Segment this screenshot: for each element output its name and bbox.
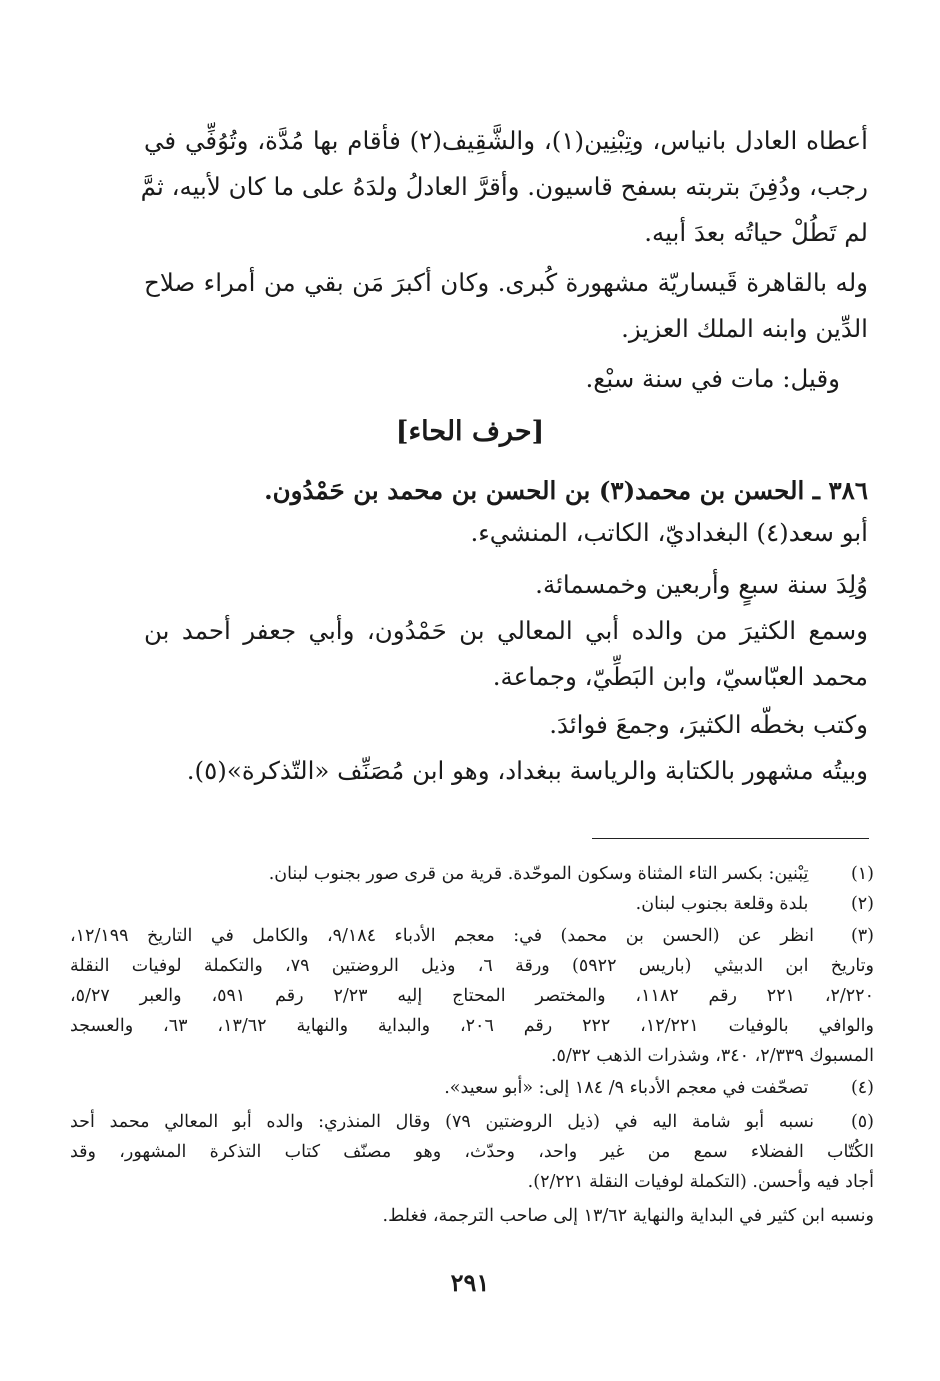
footnote-1 — [269, 860, 874, 888]
footnote-number: (٥) — [850, 1112, 874, 1132]
footnote-3 — [814, 922, 874, 950]
footnote-text: بلدة وقلعة بجنوب لبنان. — [635, 894, 809, 914]
footnote-text: الكُتّاب الفضلاء سمع من غير واحد، وحدّث، وهو مصنّف كتاب التذكرة المشهور، وقد — [70, 1142, 874, 1162]
footnote-number: (١) — [850, 864, 874, 884]
footnote-text: تصحّفت في معجم الأدباء ٩/ ١٨٤ إلى: «أبو سعيد». — [444, 1078, 809, 1098]
body-line: وكتب بخطّه الكثيرَ، وجمعَ فوائدَ. — [549, 710, 868, 739]
body-line: وبيتُه مشهور بالكتابة والرياسة ببغداد، وهو ابن مُصَنِّف «التّذكرة»(٥). — [186, 756, 868, 785]
page-number: ٢٩١ — [450, 1268, 490, 1297]
body-line: وله بالقاهرة قَيساريّة مشهورة كُبرى. وكان أكبرَ مَن بقي من أمراء صلاح — [144, 268, 868, 297]
footnote-text: انظر عن (الحسن بن محمد) في: معجم الأدباء ٩/١٨٤، والكامل في التاريخ ١٢/١٩٩، — [70, 926, 814, 946]
entry-subtitle: أبو سعد(٤) البغداديّ، الكاتب، المنشيء. — [470, 518, 868, 547]
footnote-number: (٢) — [850, 894, 874, 914]
section-heading: [حرف الحاء] — [395, 416, 545, 447]
footnote-5 — [814, 1108, 874, 1136]
entry-title: ٣٨٦ ـ الحسن بن محمد(٣) بن الحسن بن محمد بن حَمْدُون. — [264, 476, 868, 505]
footnote-text: ونسبه ابن كثير في البداية والنهاية ١٣/٦٢ إلى صاحب الترجمة، فغلط. — [382, 1206, 874, 1226]
footnote-2 — [636, 890, 874, 918]
footnote-4 — [444, 1074, 874, 1102]
footnote-divider — [592, 838, 869, 839]
footnote-text: نسبه أبو شامة اليه في (ذيل الروضتين ٧٩) وقال المنذري: والده أبو المعالي محمد أحد — [70, 1112, 814, 1132]
footnote-number: (٤) — [850, 1078, 874, 1098]
footnote-text: وتاريخ ابن الدبيثي (باريس ٥٩٢٢) ورقة ٦، وذيل الروضتين ٧٩، والتكملة لوفيات النقلة — [70, 956, 874, 976]
body-line: الدِّين وابنه الملك العزيز. — [621, 314, 868, 343]
footnote-text: تِبْنين: بكسر التاء المثناة وسكون الموحّدة. قرية من قرى صور بجنوب لبنان. — [268, 864, 809, 884]
body-line: محمد العبّاسيّ، وابن البَطِّيّ، وجماعة. — [492, 662, 868, 691]
body-line: أعطاه العادل بانياس، وتِبْنِين(١)، والشَّقِيف(٢) فأقام بها مُدَّة، وتُوُفِّي في — [144, 126, 868, 155]
footnote-text: ٢/٢٢٠، ٢٢١ رقم ١١٨٢، والمختصر المحتاج إليه ٢/٢٣ رقم ٥٩١، والعبر ٥/٢٧، — [70, 986, 874, 1006]
footnote-text: أجاد فيه وأحسن. (التكملة لوفيات النقلة ٢/٢٢١). — [527, 1172, 874, 1192]
body-line: لم تَطُلْ حياتُه بعدَ أبيه. — [644, 218, 868, 247]
footnote-text: المسبوك ٢/٣٣٩، ٣٤٠، وشذرات الذهب ٥/٣٢. — [550, 1046, 874, 1066]
body-line: وسمع الكثيرَ من والده أبي المعالي بن حَمْدُون، وأبي جعفر أحمد بن — [144, 616, 868, 645]
footnote-text: والوافي بالوفيات ١٢/٢٢١، ٢٢٢ رقم ٢٠٦، والبداية والنهاية ١٣/٦٢، ٦٣، والعسجد — [70, 1016, 874, 1036]
body-line: وقيل: مات في سنة سبْع. — [585, 364, 840, 393]
body-line: رجب، ودُفِنَ بتربته بسفح قاسيون. وأقرَّ العادلُ ولدَهُ على ما كان لأبيه، ثمَّ — [140, 172, 868, 201]
footnote-number: (٣) — [850, 926, 874, 946]
body-line: وُلِدَ سنة سبعٍ وأربعين وخمسمائة. — [535, 570, 868, 599]
